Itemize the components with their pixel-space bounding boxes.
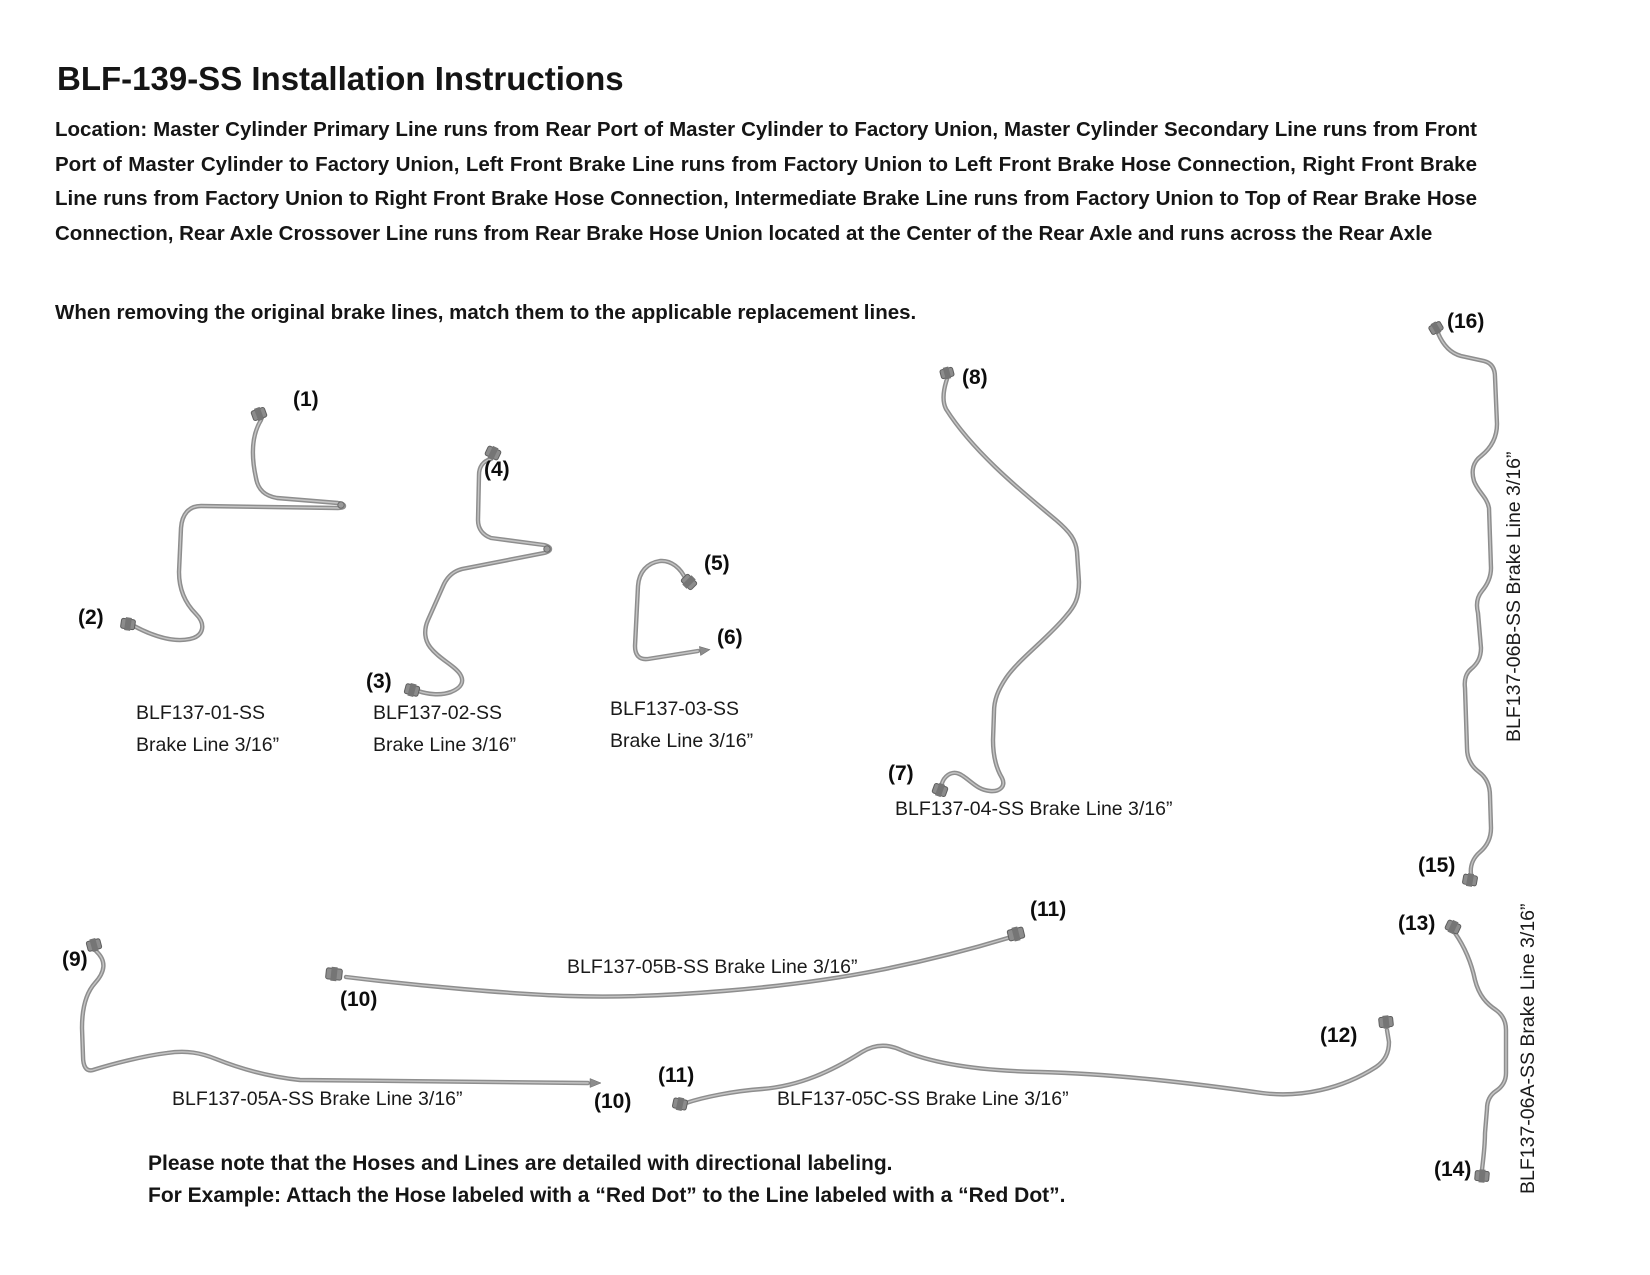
callout-label: (3) <box>366 670 392 693</box>
part-label-vertical: BLF137-06A-SS Brake Line 3/16” <box>1517 903 1539 1194</box>
fitting-15 <box>1462 872 1478 887</box>
callout-label: (9) <box>62 948 88 971</box>
callout-label: (15) <box>1418 854 1456 877</box>
brake-line-03-drawing <box>635 561 711 659</box>
fitting-11-line <box>1007 925 1026 942</box>
part-label: BLF137-05B-SS Brake Line 3/16” <box>567 956 858 978</box>
fitting-13 <box>1444 918 1462 936</box>
part-label: Brake Line 3/16” <box>373 734 517 756</box>
brake-line-06b-drawing <box>1427 320 1497 888</box>
callout-label: (4) <box>484 458 510 481</box>
brake-line-01-drawing <box>120 405 344 639</box>
callout-label: (7) <box>888 762 914 785</box>
tube-end-arrow <box>699 645 710 655</box>
part-label: BLF137-05A-SS Brake Line 3/16” <box>172 1088 463 1110</box>
callout-label: (10) <box>340 988 378 1011</box>
callout-label: (12) <box>1320 1024 1358 1047</box>
callout-label: (11) <box>1030 898 1067 921</box>
tube-flare <box>544 546 550 552</box>
brake-line-04-drawing <box>931 366 1079 799</box>
callout-label: (1) <box>293 388 319 411</box>
callout-label: (5) <box>704 552 730 575</box>
part-label: Brake Line 3/16” <box>610 730 754 752</box>
tube-end-arrow <box>590 1079 601 1088</box>
red-dot-example-note: For Example: Attach the Hose labeled with a “Red Dot” to the Line labeled with a “Red Dot”. <box>148 1184 1066 1207</box>
callout-label: (14) <box>1434 1158 1472 1181</box>
callout-label: (6) <box>717 626 743 649</box>
location-paragraph: Location: Master Cylinder Primary Line runs from Rear Port of Master Cylinder to Factory Union, Master Cylinder Secondary Line runs from Front Port of Master Cylinder to Factory Union, Left Front Brake Line runs from Factory Union to Left Front Brake Hose Connection, Right Front Brake Line runs from Factory Union to Right Front Brake Hose Connection, Intermediate Brake Line runs from Factory Union to Top of Rear Brake Hose Connection, Rear Axle Crossover Line runs from Rear Brake Hose Union located at the Center of the Rear Axle and runs across the Rear Axle <box>55 118 1477 245</box>
fitting-7 <box>931 781 949 798</box>
brake-line-06a-drawing <box>1444 918 1506 1183</box>
fitting-12 <box>1378 1015 1393 1029</box>
part-label: BLF137-04-SS Brake Line 3/16” <box>895 798 1173 820</box>
fitting-1 <box>250 405 268 422</box>
callout-label: (11) <box>658 1064 695 1087</box>
part-label: BLF137-02-SS <box>373 702 502 724</box>
removal-note: When removing the original brake lines, match them to the applicable replacement lines. <box>55 301 917 324</box>
fitting-10-line <box>325 966 342 982</box>
directional-labeling-note: Please note that the Hoses and Lines are detailed with directional labeling. <box>148 1152 893 1175</box>
brake-line-05a-drawing <box>82 937 601 1088</box>
callout-label: (13) <box>1398 912 1436 935</box>
fitting-8 <box>939 366 955 381</box>
part-label: BLF137-03-SS <box>610 698 739 720</box>
fitting-11-line-c <box>672 1096 688 1112</box>
fitting-3 <box>404 682 421 698</box>
page-title: BLF-139-SS Installation Instructions <box>57 60 624 97</box>
callout-label: (8) <box>962 366 988 389</box>
callout-label: (16) <box>1447 310 1485 333</box>
callout-label: (2) <box>78 606 104 629</box>
part-label: BLF137-05C-SS Brake Line 3/16” <box>777 1088 1069 1110</box>
part-label: Brake Line 3/16” <box>136 734 280 756</box>
brake-line-02-drawing <box>404 444 551 698</box>
fitting-14 <box>1474 1169 1489 1183</box>
part-label: BLF137-01-SS <box>136 702 265 724</box>
part-label-vertical: BLF137-06B-SS Brake Line 3/16” <box>1503 451 1525 742</box>
callout-label: (10) <box>594 1090 632 1113</box>
fitting-2 <box>120 617 136 632</box>
fitting-9 <box>86 937 103 953</box>
tube-flare <box>338 502 344 508</box>
